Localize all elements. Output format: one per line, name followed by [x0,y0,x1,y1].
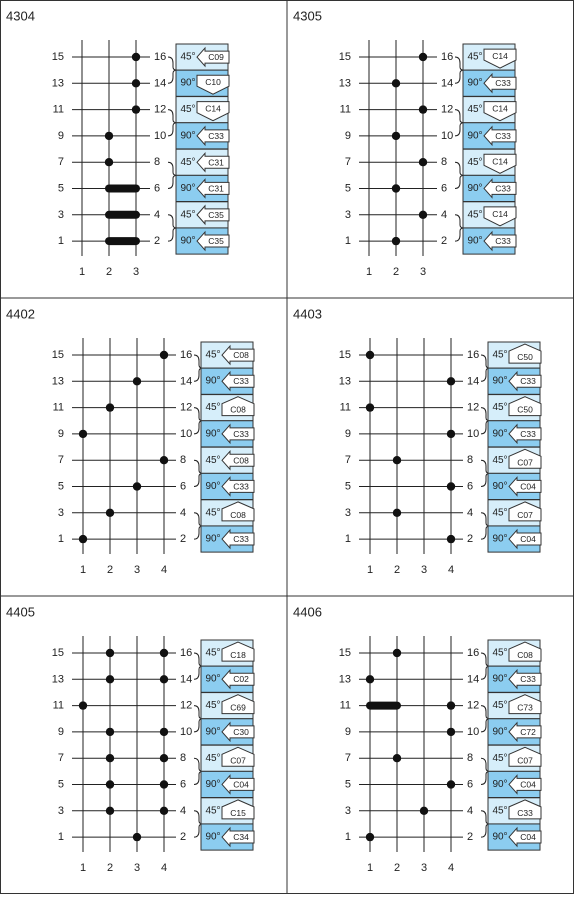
connection-dot [105,158,113,166]
connection-dot [106,780,114,788]
row-label-left: 1 [344,235,351,248]
angle-label: 90° [205,375,221,387]
angle-label: 90° [180,182,196,194]
angle-label: 90° [180,77,196,89]
column-label: 3 [132,266,140,278]
code-label: C33 [520,674,536,685]
code-label: C33 [233,481,249,492]
angle-label: 45° [492,349,508,361]
panel-4304 [6,9,229,279]
connection-dot [132,53,140,61]
row-label-right: 8 [180,454,187,467]
code-label: C08 [230,404,246,415]
row-label-right: 8 [180,752,187,765]
angle-label: 45° [180,209,196,221]
row-label-right: 2 [180,831,187,844]
row-label-left: 3 [344,804,351,817]
code-label: C34 [233,832,249,843]
angle-label: 45° [492,402,508,414]
connection-dot [392,237,400,245]
row-label-left: 7 [57,752,64,765]
row-label-right: 4 [154,208,161,221]
connection-dot [160,456,168,464]
angle-label: 45° [180,156,196,168]
angle-label: 90° [467,77,483,89]
panel-id-label: 4304 [6,8,35,24]
row-label-left: 13 [338,375,351,388]
angle-label: 90° [205,673,221,685]
code-label: C30 [233,726,249,737]
row-label-right: 12 [180,699,193,712]
column-label: 1 [366,564,374,576]
row-label-left: 9 [57,129,64,142]
connection-dot [106,675,114,683]
connection-dot [79,535,87,543]
code-label: C33 [495,236,511,247]
connection-dot [133,482,141,490]
row-label-right: 6 [467,778,474,791]
angle-label: 45° [205,454,221,466]
panel-id-label: 4403 [293,306,322,322]
row-label-right: 2 [154,235,161,248]
column-label: 4 [160,564,168,576]
row-label-right: 6 [467,480,474,493]
column-label: 3 [420,564,428,576]
column-label: 2 [105,266,113,278]
row-label-left: 13 [338,77,351,90]
angle-label: 45° [492,700,508,712]
column-label: 2 [106,862,114,874]
angle-label: 90° [205,428,221,440]
row-label-left: 15 [51,51,64,63]
angle-label: 45° [205,647,221,659]
code-label: C31 [208,183,224,194]
connection-dot [106,754,114,762]
connection-dot [132,79,140,87]
row-label-right: 10 [467,725,480,738]
row-label-right: 16 [467,647,480,659]
row-label-right: 14 [467,673,480,686]
angle-label: 45° [205,752,221,764]
angle-label: 45° [492,805,508,817]
connection-dot [106,509,114,517]
row-label-left: 5 [57,480,64,493]
row-label-left: 11 [339,699,351,712]
angle-label: 45° [492,454,508,466]
row-label-right: 14 [467,375,480,388]
connection-dot [160,754,168,762]
code-label: C14 [492,51,508,62]
row-label-right: 14 [441,77,454,90]
code-label: C33 [517,807,533,818]
connection-dot [106,649,114,657]
code-label: C09 [208,52,224,63]
angle-label: 45° [467,209,483,221]
column-label: 1 [365,266,373,278]
row-label-right: 2 [467,831,474,844]
angle-label: 90° [205,831,221,843]
row-label-right: 8 [441,156,448,169]
connection-dot [419,158,427,166]
row-label-right: 4 [467,804,474,817]
column-label: 2 [392,266,400,278]
row-label-right: 10 [467,427,480,440]
code-label: C33 [208,130,224,141]
row-label-left: 11 [52,401,64,414]
angle-label: 90° [205,533,221,545]
row-label-left: 1 [57,533,64,546]
column-label: 4 [447,564,455,576]
row-label-left: 1 [57,831,64,844]
connection-dot [447,535,455,543]
row-label-left: 7 [57,156,64,169]
angle-label: 90° [205,778,221,790]
code-label: C18 [230,650,246,661]
column-label: 1 [366,862,374,874]
angle-label: 90° [180,235,196,247]
angle-label: 90° [205,726,221,738]
panel-id-label: 4305 [293,8,322,24]
row-label-left: 3 [57,208,64,221]
code-label: C72 [520,726,536,737]
code-label: C10 [205,77,221,88]
connection-dot [393,649,401,657]
column-label: 4 [447,862,455,874]
code-label: C07 [517,509,533,520]
angle-label: 90° [492,480,508,492]
row-label-right: 10 [180,427,193,440]
row-label-left: 3 [57,506,64,519]
code-label: C14 [492,103,508,114]
angle-label: 45° [205,507,221,519]
angle-label: 90° [492,778,508,790]
row-label-right: 8 [467,752,474,765]
code-label: C15 [230,807,246,818]
code-label: C33 [520,428,536,439]
row-label-left: 13 [51,375,64,388]
code-label: C04 [520,534,536,545]
row-label-left: 7 [57,454,64,467]
angle-label: 45° [467,104,483,116]
row-label-right: 16 [467,349,480,361]
panel-id-label: 4402 [6,306,35,322]
angle-label: 90° [492,726,508,738]
angle-label: 90° [492,673,508,685]
angle-label: 45° [205,402,221,414]
panel-4405 [6,605,254,875]
connection-dot [366,675,374,683]
connection-dot [106,728,114,736]
row-label-left: 9 [344,725,351,738]
code-label: C33 [495,183,511,194]
angle-label: 90° [467,130,483,142]
column-label: 1 [79,564,87,576]
row-label-left: 5 [344,778,351,791]
connection-dot [420,807,428,815]
code-label: C07 [230,755,246,766]
panel-4402 [6,307,254,577]
row-label-left: 3 [344,208,351,221]
row-label-left: 13 [51,673,64,686]
code-label: C69 [230,702,246,713]
connection-dot [393,509,401,517]
row-label-left: 9 [57,427,64,440]
row-label-left: 15 [51,349,64,361]
code-label: C07 [517,755,533,766]
angle-label: 45° [492,507,508,519]
angle-label: 90° [492,831,508,843]
connection-dot [160,807,168,815]
column-label: 2 [393,862,401,874]
row-label-right: 6 [154,182,161,195]
code-label: C50 [517,352,533,363]
angle-label: 45° [467,51,483,63]
connection-dot [160,649,168,657]
row-label-left: 3 [57,804,64,817]
column-label: 2 [106,564,114,576]
angle-label: 90° [180,130,196,142]
row-label-right: 10 [154,129,167,142]
row-label-left: 11 [52,699,64,712]
connection-dot [105,132,113,140]
column-label: 3 [133,564,141,576]
connection-dot [419,211,427,219]
code-label: C33 [233,428,249,439]
connection-dot [392,184,400,192]
code-label: C33 [495,130,511,141]
connection-dot [79,701,87,709]
code-label: C33 [233,376,249,387]
code-label: C14 [492,156,508,167]
row-label-left: 5 [344,182,351,195]
row-label-right: 12 [441,103,454,116]
panel-4305 [293,9,516,279]
row-label-left: 3 [344,506,351,519]
code-label: C07 [517,457,533,468]
code-label: C08 [230,509,246,520]
code-label: C02 [233,674,249,685]
row-label-right: 16 [154,51,167,63]
angle-label: 45° [180,51,196,63]
code-label: C31 [208,157,224,168]
row-label-left: 5 [57,182,64,195]
code-label: C08 [517,650,533,661]
row-label-left: 9 [57,725,64,738]
connection-dot [366,351,374,359]
row-label-left: 1 [57,235,64,248]
connection-dot [160,728,168,736]
angle-label: 45° [205,349,221,361]
row-label-left: 5 [344,480,351,493]
connection-dot [419,53,427,61]
column-label: 3 [133,862,141,874]
connection-dot [366,403,374,411]
code-label: C33 [233,534,249,545]
connection-dot [160,675,168,683]
angle-label: 45° [467,156,483,168]
panel-4406 [293,605,541,875]
row-label-left: 7 [344,752,351,765]
angle-label: 90° [492,375,508,387]
connection-dot [132,105,140,113]
column-label: 4 [160,862,168,874]
column-label: 2 [393,564,401,576]
connection-dot [366,833,374,841]
row-label-left: 7 [344,156,351,169]
row-label-right: 2 [441,235,448,248]
row-label-right: 6 [441,182,448,195]
panel-id-label: 4406 [293,604,322,620]
row-label-right: 2 [467,533,474,546]
row-label-right: 10 [180,725,193,738]
connection-dot [447,430,455,438]
code-label: C73 [517,702,533,713]
code-label: C04 [233,779,249,790]
connection-dot [160,780,168,788]
column-label: 3 [420,862,428,874]
row-label-left: 11 [52,103,64,116]
code-label: C08 [233,455,249,466]
connection-dot [106,807,114,815]
angle-label: 45° [205,805,221,817]
connection-dot [447,728,455,736]
row-label-left: 9 [344,129,351,142]
row-label-left: 15 [338,647,351,659]
panel-id-label: 4405 [6,604,35,620]
connection-dot [392,132,400,140]
code-label: C04 [520,832,536,843]
angle-label: 90° [492,428,508,440]
row-label-left: 11 [339,401,351,414]
row-label-left: 13 [51,77,64,90]
row-label-right: 16 [441,51,454,63]
code-label: C33 [495,78,511,89]
angle-label: 45° [492,752,508,764]
code-label: C35 [208,236,224,247]
code-label: C35 [208,209,224,220]
row-label-right: 4 [180,506,187,519]
row-label-right: 6 [180,778,187,791]
code-label: C50 [517,404,533,415]
row-label-right: 12 [154,103,167,116]
code-label: C14 [205,103,221,114]
row-label-right: 14 [180,375,193,388]
row-label-right: 16 [180,349,193,361]
row-label-left: 11 [339,103,351,116]
angle-label: 45° [492,647,508,659]
row-label-right: 4 [467,506,474,519]
panel-4403 [293,307,541,577]
column-label: 1 [79,862,87,874]
row-label-left: 1 [344,533,351,546]
connection-dot [393,754,401,762]
connection-dot [447,482,455,490]
connection-dot [79,430,87,438]
row-label-right: 16 [180,647,193,659]
connection-dot [392,79,400,87]
code-label: C04 [520,481,536,492]
row-label-right: 12 [180,401,193,414]
angle-label: 90° [467,235,483,247]
row-label-right: 14 [180,673,193,686]
connection-dot [419,105,427,113]
row-label-right: 4 [180,804,187,817]
row-label-left: 15 [338,349,351,361]
code-label: C04 [520,779,536,790]
row-label-right: 8 [154,156,161,169]
row-label-right: 10 [441,129,454,142]
row-label-right: 6 [180,480,187,493]
angle-label: 45° [180,104,196,116]
angle-label: 45° [205,700,221,712]
connection-dot [393,456,401,464]
row-label-left: 13 [338,673,351,686]
angle-label: 90° [492,533,508,545]
code-label: C33 [520,376,536,387]
row-label-left: 7 [344,454,351,467]
connection-dot [160,351,168,359]
row-label-left: 15 [51,647,64,659]
row-label-right: 8 [467,454,474,467]
row-label-right: 12 [467,401,480,414]
column-label: 3 [419,266,427,278]
angle-label: 90° [205,480,221,492]
column-label: 1 [78,266,86,278]
connection-dot [447,377,455,385]
code-label: C08 [233,350,249,361]
connection-dot [133,377,141,385]
code-label: C14 [492,208,508,219]
row-label-left: 5 [57,778,64,791]
row-label-right: 4 [441,208,448,221]
row-label-left: 1 [344,831,351,844]
row-label-left: 15 [338,51,351,63]
connection-dot [133,833,141,841]
row-label-right: 2 [180,533,187,546]
connection-dot [447,780,455,788]
connection-dot [106,403,114,411]
connection-dot [447,701,455,709]
angle-label: 90° [467,182,483,194]
row-label-right: 12 [467,699,480,712]
row-label-left: 9 [344,427,351,440]
row-label-right: 14 [154,77,167,90]
